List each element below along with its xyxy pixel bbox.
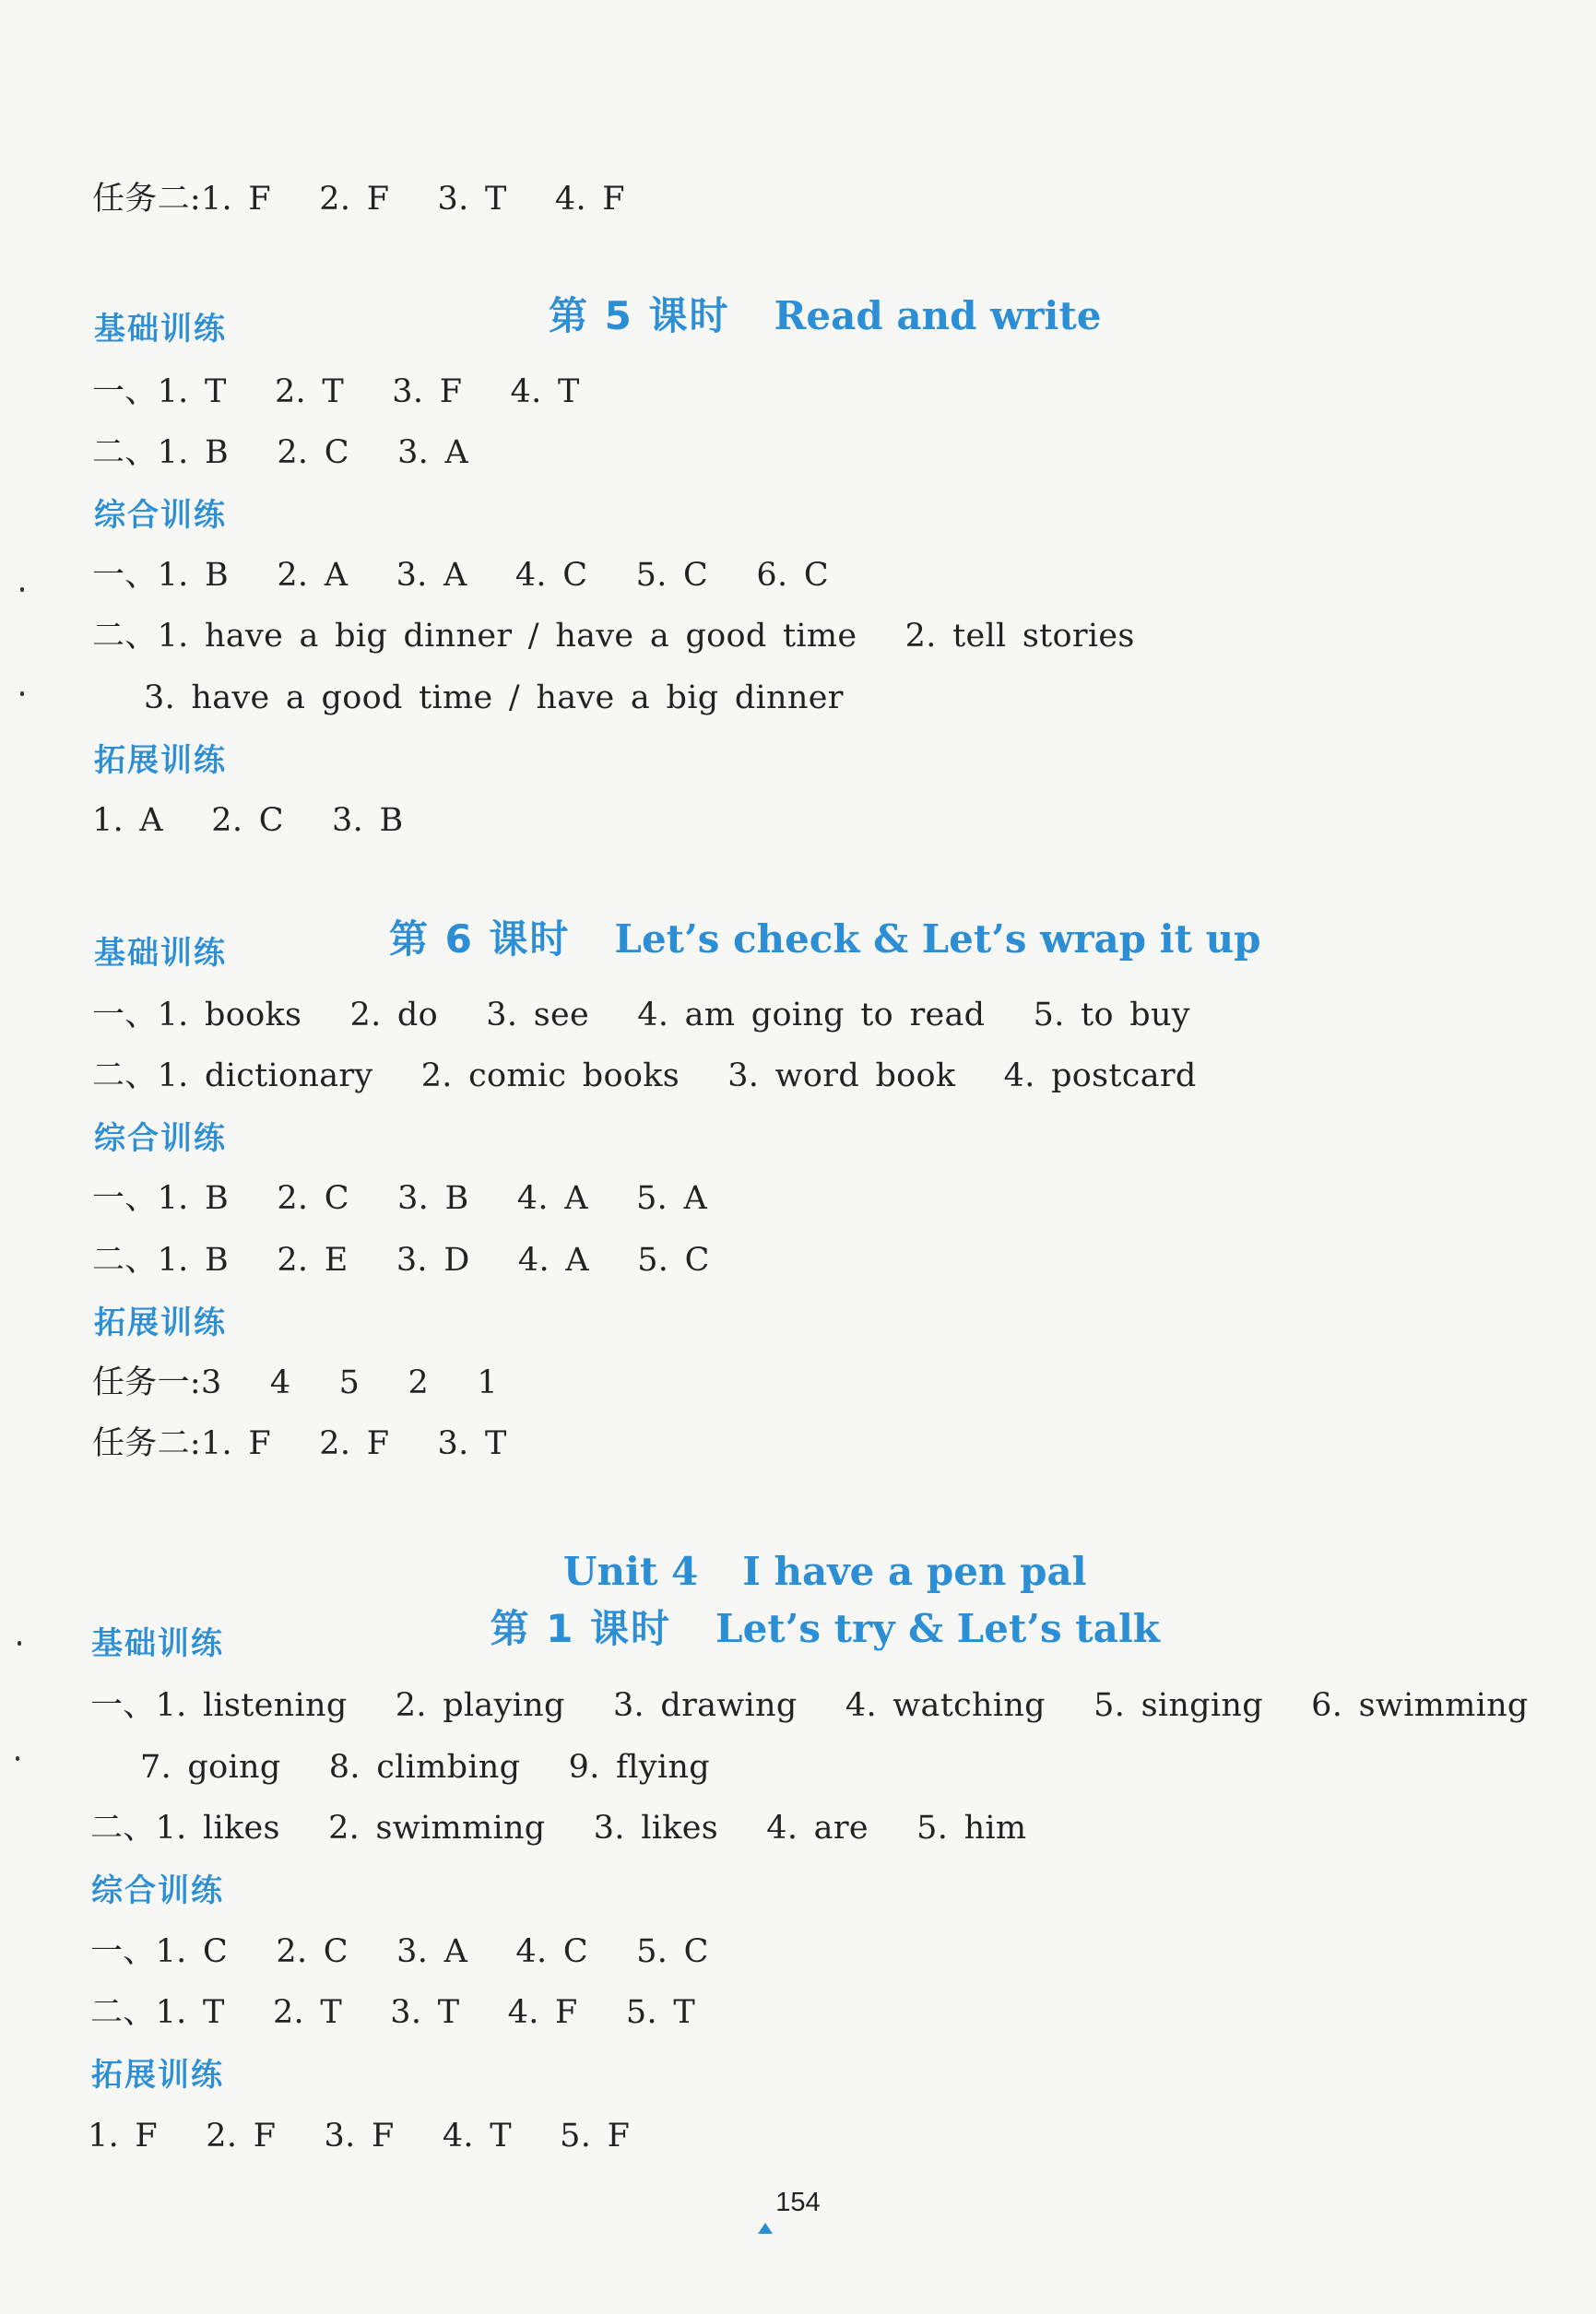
- scan-speck: [20, 691, 24, 696]
- answer-line: 任务二:1. F 2. F 3. T 4. F: [92, 181, 625, 218]
- section-label: 综合训练: [94, 497, 227, 534]
- section-label: 综合训练: [94, 1120, 227, 1157]
- lesson-heading: [0, 1554, 1596, 1704]
- section-label: 拓展训练: [94, 742, 227, 779]
- answer-line: 二、1. B 2. C 3. A: [92, 434, 469, 471]
- page-number: 154: [775, 2188, 821, 2217]
- triangle-marker-icon: [758, 2223, 773, 2234]
- answer-line: 二、1. have a big dinner / have a good time 2. tell stories: [92, 618, 1135, 655]
- lesson-title: Let’s try & Let’s talk: [715, 1606, 1160, 1651]
- answer-line: 一、1. C 2. C 3. A 4. C 5. C: [90, 1933, 709, 1970]
- lesson-title: Let’s check & Let’s wrap it up: [614, 916, 1261, 962]
- answer-line: 任务一:3 4 5 2 1: [92, 1364, 498, 1401]
- section-label: 拓展训练: [94, 1305, 227, 1341]
- lesson-number: 第 6 课时: [388, 916, 571, 962]
- lesson-number: 第 1 课时: [490, 1606, 672, 1651]
- section-label: 基础训练: [94, 935, 227, 972]
- answer-line: 二、1. T 2. T 3. T 4. F 5. T: [90, 1994, 695, 2031]
- lesson-heading: [0, 242, 1596, 391]
- lesson-heading: [0, 865, 1596, 1014]
- answer-line: 一、1. T 2. T 3. F 4. T: [92, 373, 580, 410]
- answer-line: 1. F 2. F 3. F 4. T 5. F: [88, 2118, 631, 2155]
- answer-line: 二、1. likes 2. swimming 3. likes 4. are 5. him: [90, 1810, 1027, 1847]
- scan-speck: [20, 587, 24, 592]
- unit-number: Unit 4: [562, 1549, 699, 1594]
- section-label: 基础训练: [91, 1625, 224, 1662]
- answer-line: 3. have a good time / have a big dinner: [144, 679, 844, 716]
- answer-line: 一、1. books 2. do 3. see 4. am going to read 5. to buy: [92, 997, 1190, 1033]
- scan-speck: [18, 1641, 21, 1646]
- answer-line: 一、1. listening 2. playing 3. drawing 4. watching 5. singing 6. swimming: [90, 1687, 1529, 1724]
- section-label: 综合训练: [91, 1872, 224, 1909]
- answer-line: 1. A 2. C 3. B: [92, 802, 404, 839]
- answer-line: 一、1. B 2. C 3. B 4. A 5. A: [92, 1180, 708, 1217]
- lesson-number: 第 5 课时: [549, 293, 730, 338]
- answer-line: 二、1. dictionary 2. comic books 3. word book 4. postcard: [92, 1057, 1197, 1094]
- scan-speck: [16, 1756, 19, 1761]
- section-label: 基础训练: [94, 311, 227, 348]
- unit-title: I have a pen pal: [742, 1549, 1087, 1594]
- answer-line: 一、1. B 2. A 3. A 4. C 5. C 6. C: [92, 557, 829, 594]
- answer-line: 7. going 8. climbing 9. flying: [140, 1749, 710, 1786]
- section-label: 拓展训练: [91, 2057, 224, 2094]
- answer-line: 任务二:1. F 2. F 3. T: [92, 1425, 507, 1462]
- lesson-title: Read and write: [774, 293, 1102, 338]
- answer-line: 二、1. B 2. E 3. D 4. A 5. C: [92, 1242, 710, 1279]
